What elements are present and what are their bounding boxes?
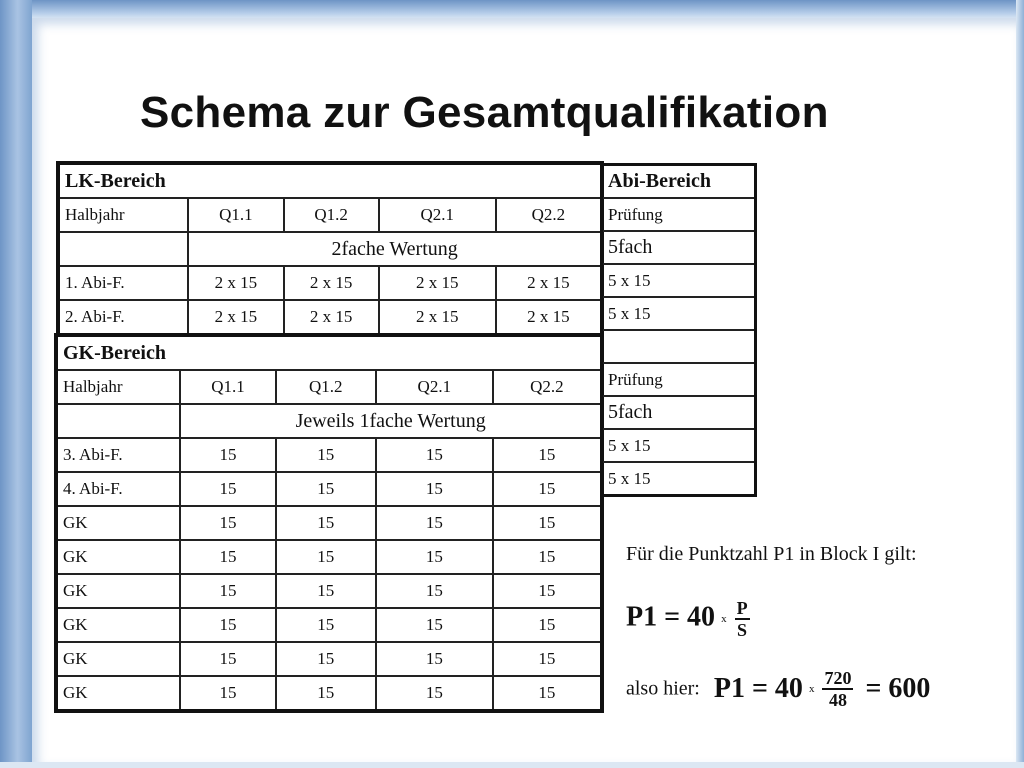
- formula-result: = 600: [865, 673, 931, 704]
- cell-value: 15: [493, 540, 602, 574]
- gk-empty-cell: [56, 404, 180, 438]
- cell-value: 2 x 15: [284, 300, 379, 335]
- table-row: [56, 540, 602, 574]
- lk-col-halbjahr: Halbjahr: [58, 198, 188, 232]
- fraction-denominator: 48: [828, 690, 847, 710]
- cell-value: 15: [180, 574, 275, 608]
- row-label: GK: [56, 540, 180, 574]
- cell-value: 15: [276, 472, 376, 506]
- cell-value: 15: [493, 438, 602, 472]
- slide-title: Schema zur Gesamtqualifikation: [140, 88, 829, 137]
- table-row: [56, 608, 602, 642]
- cell-value: 15: [493, 506, 602, 540]
- gk-col-q22: Q2.2: [493, 370, 602, 404]
- times-sign: x: [808, 683, 815, 695]
- formula-example: [626, 668, 930, 718]
- gk-wertung: Jeweils 1fache Wertung: [180, 404, 602, 438]
- cell-value: 15: [276, 506, 376, 540]
- cell-value: 15: [276, 608, 376, 642]
- cell-value: 2 x 15: [496, 300, 602, 335]
- frame-top: [0, 0, 1024, 18]
- lk-header: LK-Bereich: [58, 163, 602, 198]
- cell-value: 15: [276, 438, 376, 472]
- cell-value: 15: [493, 642, 602, 676]
- table-row: [58, 300, 602, 335]
- row-label: 4. Abi-F.: [56, 472, 180, 506]
- cell-value: 15: [180, 642, 275, 676]
- cell-value: 2 x 15: [379, 266, 496, 300]
- cell-value: 15: [180, 608, 275, 642]
- cell-value: 2 x 15: [284, 266, 379, 300]
- gk-col-q12: Q1.2: [276, 370, 376, 404]
- lk-col-q22: Q2.2: [496, 198, 602, 232]
- cell-value: 15: [376, 676, 493, 711]
- cell-value: 2 x 15: [188, 300, 283, 335]
- frame-right: [1016, 0, 1024, 768]
- frame-bottom: [0, 762, 1024, 768]
- abi-cell: [602, 330, 756, 363]
- formula-lhs: P1 = 40: [713, 673, 803, 704]
- cell-value: 15: [376, 540, 493, 574]
- table-row: [56, 438, 602, 472]
- cell-value: 15: [376, 642, 493, 676]
- row-label: 2. Abi-F.: [58, 300, 188, 335]
- cell-value: 15: [180, 676, 275, 711]
- abi-cell: 5fach: [602, 396, 756, 429]
- cell-value: 15: [276, 540, 376, 574]
- lk-col-q12: Q1.2: [284, 198, 379, 232]
- cell-value: 15: [180, 540, 275, 574]
- cell-value: 15: [376, 472, 493, 506]
- lk-empty-cell: [58, 232, 188, 266]
- cell-value: 2 x 15: [379, 300, 496, 335]
- row-label: 3. Abi-F.: [56, 438, 180, 472]
- row-label: GK: [56, 574, 180, 608]
- cell-value: 15: [180, 472, 275, 506]
- gk-col-halbjahr: Halbjahr: [56, 370, 180, 404]
- table-row: [56, 574, 602, 608]
- abi-cell: 5 x 15: [602, 297, 756, 330]
- formula-prefix: also hier:: [626, 677, 700, 700]
- fraction-numerator: 720: [824, 668, 852, 688]
- row-label: GK: [56, 506, 180, 540]
- note-text: Für die Punktzahl P1 in Block I gilt:: [626, 543, 917, 565]
- abi-cell: 5 x 15: [602, 462, 756, 496]
- cell-value: 15: [376, 506, 493, 540]
- fraction-numerator: P: [736, 598, 748, 618]
- cell-value: 15: [493, 676, 602, 711]
- gk-table: [54, 333, 604, 713]
- row-label: GK: [56, 642, 180, 676]
- abi-header: Abi-Bereich: [602, 165, 756, 199]
- abi-cell: Prüfung: [602, 363, 756, 396]
- abi-cell: Prüfung: [602, 198, 756, 231]
- row-label: 1. Abi-F.: [58, 266, 188, 300]
- cell-value: 15: [376, 438, 493, 472]
- fraction: [822, 668, 853, 710]
- table-row: [56, 676, 602, 711]
- row-label: GK: [56, 608, 180, 642]
- fraction-denominator: S: [737, 620, 748, 640]
- cell-value: 15: [276, 676, 376, 711]
- lk-col-q11: Q1.1: [188, 198, 283, 232]
- gk-header: GK-Bereich: [56, 335, 602, 370]
- abi-table: [600, 163, 757, 497]
- gk-col-q11: Q1.1: [180, 370, 275, 404]
- cell-value: 15: [493, 574, 602, 608]
- abi-cell: 5 x 15: [602, 264, 756, 297]
- lk-table: [56, 161, 604, 337]
- cell-value: 15: [376, 574, 493, 608]
- frame-left: [0, 0, 32, 768]
- cell-value: 15: [493, 472, 602, 506]
- row-label: GK: [56, 676, 180, 711]
- fraction: [735, 598, 750, 640]
- gk-col-q21: Q2.1: [376, 370, 493, 404]
- formula-lhs: P1 = 40: [626, 601, 716, 633]
- table-row: [56, 506, 602, 540]
- table-row: [58, 266, 602, 300]
- lk-wertung: 2fache Wertung: [188, 232, 602, 266]
- cell-value: 15: [180, 438, 275, 472]
- cell-value: 2 x 15: [496, 266, 602, 300]
- cell-value: 2 x 15: [188, 266, 283, 300]
- cell-value: 15: [276, 574, 376, 608]
- abi-cell: 5fach: [602, 231, 756, 264]
- table-row: [56, 472, 602, 506]
- cell-value: 15: [376, 608, 493, 642]
- cell-value: 15: [493, 608, 602, 642]
- lk-col-q21: Q2.1: [379, 198, 496, 232]
- cell-value: 15: [180, 506, 275, 540]
- times-sign: x: [721, 613, 727, 625]
- cell-value: 15: [276, 642, 376, 676]
- abi-cell: 5 x 15: [602, 429, 756, 462]
- table-row: [56, 642, 602, 676]
- formula-general: [626, 598, 750, 648]
